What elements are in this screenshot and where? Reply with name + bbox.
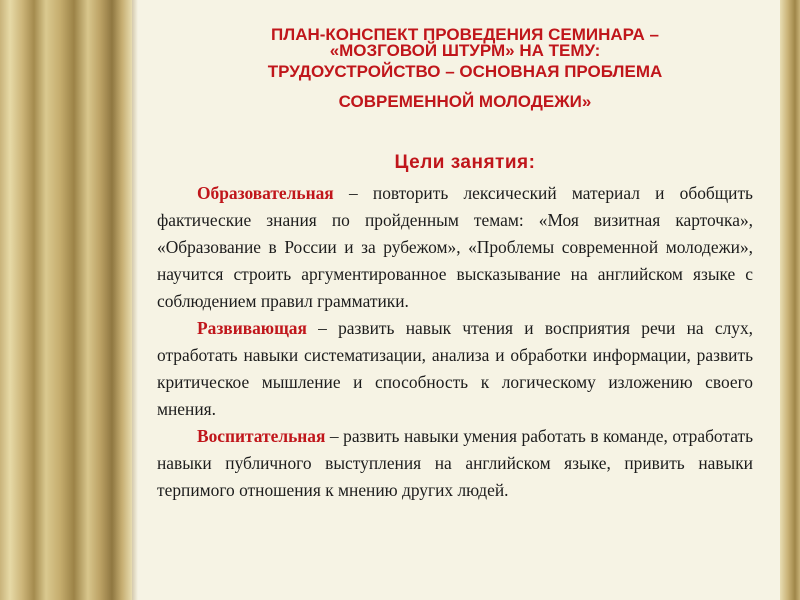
title-line-4: СОВРЕМЕННОЙ МОЛОДЕЖИ» [338, 92, 592, 111]
goal-term: Воспитательная [197, 426, 326, 446]
goal-text: – развить навык чтения и восприятия речи на слух, отработать навыки систематизации, анализа и обработки информации, развить критическое мышление и способность к логическому изложению своего мнения. [157, 318, 753, 419]
title-line-3: ТРУДОУСТРОЙСТВО – ОСНОВНАЯ ПРОБЛЕМА [267, 62, 663, 81]
goal-developmental [157, 315, 753, 423]
goal-educational [157, 180, 753, 315]
title-line-1: ПЛАН-КОНСПЕКТ ПРОВЕДЕНИЯ СЕМИНАРА – [271, 25, 659, 44]
decorative-gold-curtain-left [0, 0, 132, 600]
goal-upbringing [157, 423, 753, 504]
title-line-2: «МОЗГОВОЙ ШТУРМ» НА ТЕМУ: [329, 41, 601, 60]
goals-heading: Цели занятия: [394, 152, 536, 173]
goals-body [157, 180, 753, 504]
decorative-gold-curtain-right [780, 0, 800, 600]
goal-term: Образовательная [197, 183, 334, 203]
goal-text: – развить навыки умения работать в команде, отработать навыки публичного выступления на английском языке, привить навыки терпимого отношения к мнению других людей. [157, 426, 753, 500]
goal-term: Развивающая [197, 318, 307, 338]
goal-text: – повторить лексический материал и обобщить фактические знания по пройденным темам: «Моя визитная карточка», «Образование в России и за рубежом», «Проблемы современной молодежи», научится строить аргументированное высказывание на английском языке с соблюдением правил грамматики. [157, 183, 753, 311]
